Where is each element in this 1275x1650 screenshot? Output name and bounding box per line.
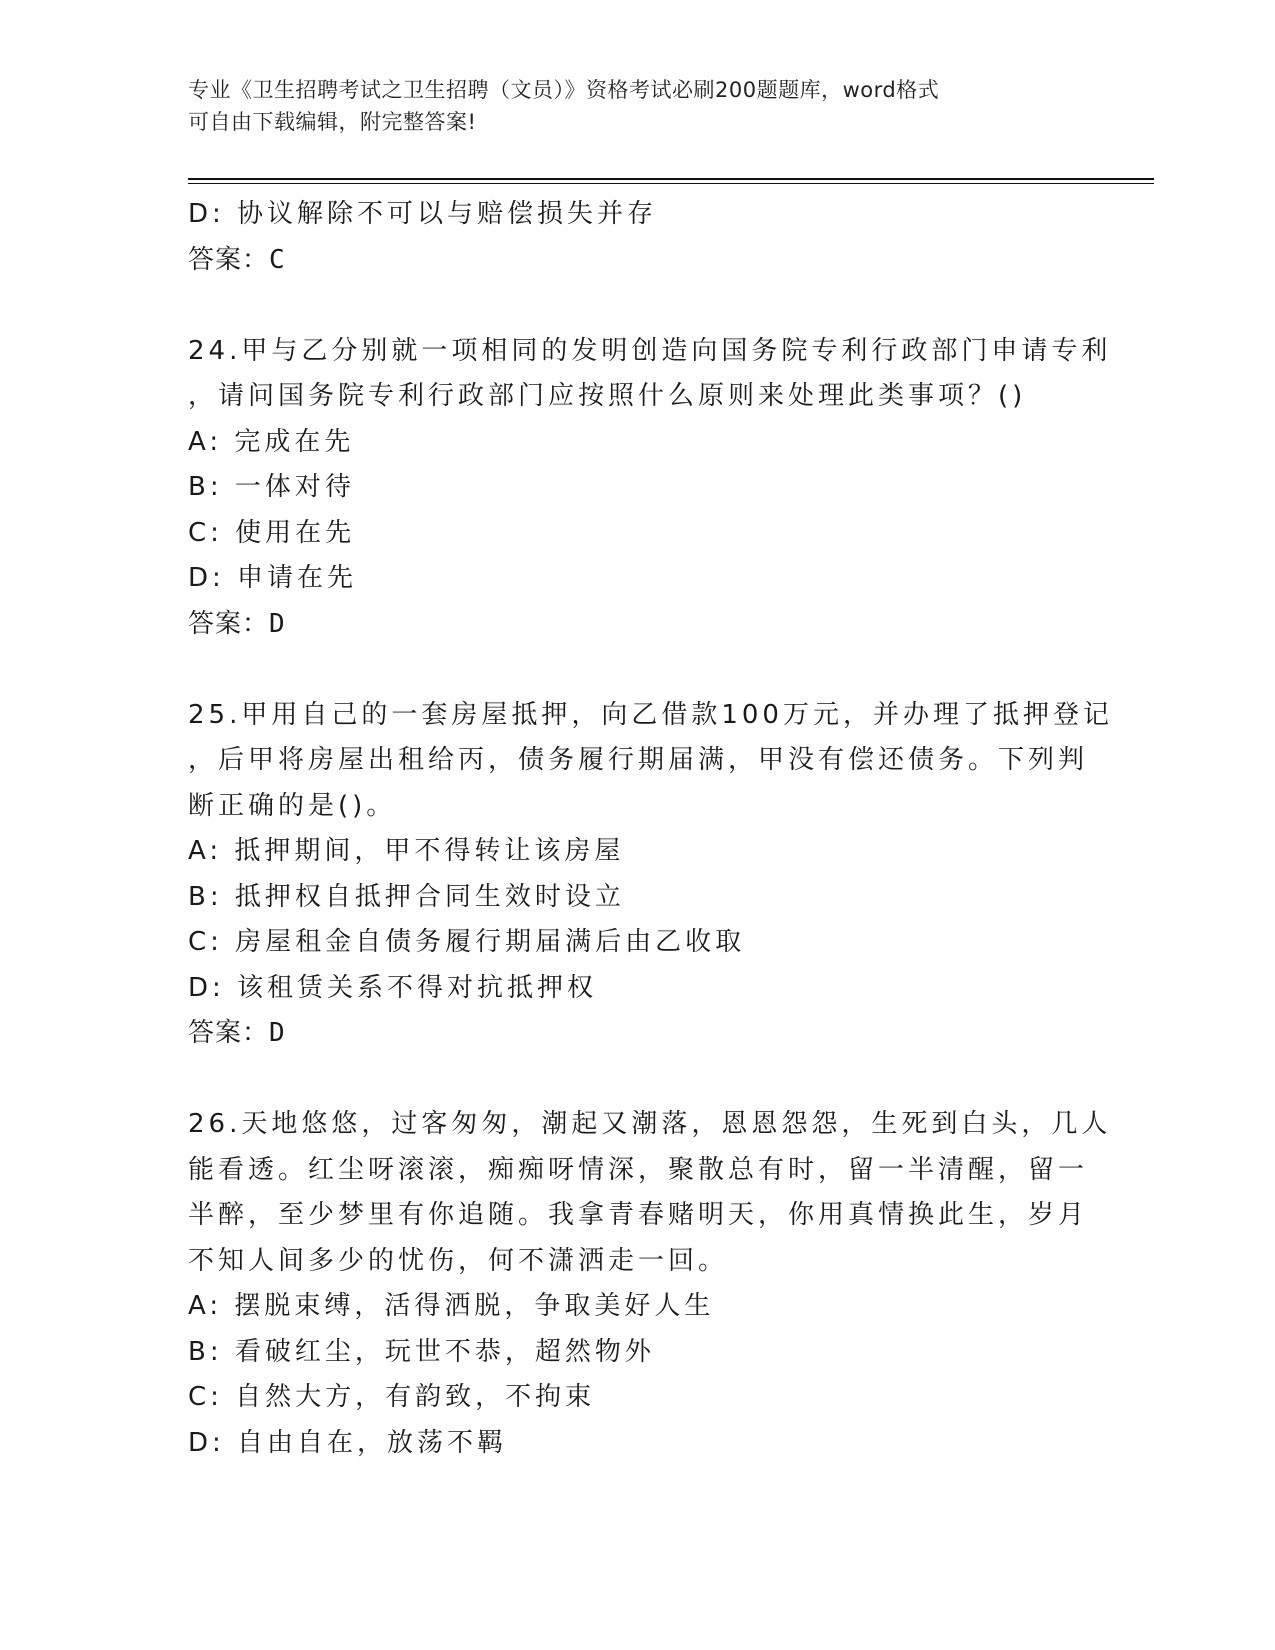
prev-question-option-d: D: 协议解除不可以与赔偿损失并存: [188, 199, 658, 229]
question-stem-line: ，后甲将房屋出租给丙，债务履行期届满，甲没有偿还债务。下列判: [188, 745, 1089, 775]
document-header: [188, 74, 1068, 138]
option-c: C: 房屋租金自债务履行期届满后由乙收取: [188, 927, 746, 957]
spacer: [188, 283, 1078, 329]
header-line-1: 专业《卫生招聘考试之卫生招聘（文员）》资格考试必刷200题题库，word格式: [188, 78, 940, 102]
option-b: B: 一体对待: [188, 472, 355, 502]
question-stem-line: 26.天地悠悠，过客匆匆，潮起又潮落，恩恩怨怨，生死到白头，几人: [188, 1109, 1112, 1139]
question-answer: [188, 1011, 1078, 1057]
answer-label: 答案：: [188, 1018, 270, 1048]
question-25: [188, 693, 1113, 1057]
question-stem-line: 不知人间多少的忧伤，何不潇洒走一回。: [188, 1245, 729, 1276]
header-divider-thin: [188, 183, 1154, 184]
header-divider-thick: [188, 178, 1154, 180]
question-content: [188, 192, 1113, 1466]
header-line-2: 可自由下载编辑，附完整答案!: [188, 110, 477, 134]
answer-label: 答案：: [188, 608, 270, 639]
option-d: D: 该租赁关系不得对抗抵押权: [188, 972, 598, 1003]
prev-question-answer: [188, 238, 1078, 284]
option-b: B: 抵押权自抵押合同生效时设立: [188, 881, 625, 912]
question-stem-line: ，请问国务院专利行政部门应按照什么原则来处理此类事项？(): [188, 381, 1027, 411]
question-stem-line: 25.甲用自己的一套房屋抵押，向乙借款100万元，并办理了抵押登记: [188, 699, 1113, 730]
spacer: [188, 647, 1078, 693]
question-answer: [188, 602, 1078, 648]
question-26: [188, 1102, 1112, 1466]
answer-value: D: [269, 1018, 286, 1048]
option-c: C: 自然大方，有韵致，不拘束: [188, 1382, 596, 1412]
option-c: C: 使用在先: [188, 517, 356, 548]
option-d: D: 申请在先: [188, 563, 358, 593]
answer-label: 答案：: [188, 244, 270, 275]
option-b: B: 看破红尘，玩世不恭，超然物外: [188, 1336, 655, 1367]
question-24: [188, 329, 1112, 648]
option-a: A: 摆脱束缚，活得洒脱，争取美好人生: [188, 1291, 715, 1321]
answer-value: C: [269, 244, 286, 275]
question-stem-line: 24.甲与乙分别就一项相同的发明创造向国务院专利行政部门申请专利: [188, 335, 1112, 366]
question-stem-line: 半醉，至少梦里有你追随。我拿青春赌明天，你用真情换此生，岁月: [188, 1200, 1089, 1230]
option-a: A: 抵押期间，甲不得转让该房屋: [188, 836, 625, 866]
question-stem-line: 能看透。红尘呀滚滚，痴痴呀情深，聚散总有时，留一半清醒，留一: [188, 1154, 1089, 1185]
option-a: A: 完成在先: [188, 426, 355, 457]
spacer: [188, 1057, 1078, 1103]
answer-value: D: [269, 608, 286, 639]
option-d: D: 自由自在，放荡不羁: [188, 1427, 508, 1458]
question-stem-line: 断正确的是()。: [188, 790, 397, 821]
